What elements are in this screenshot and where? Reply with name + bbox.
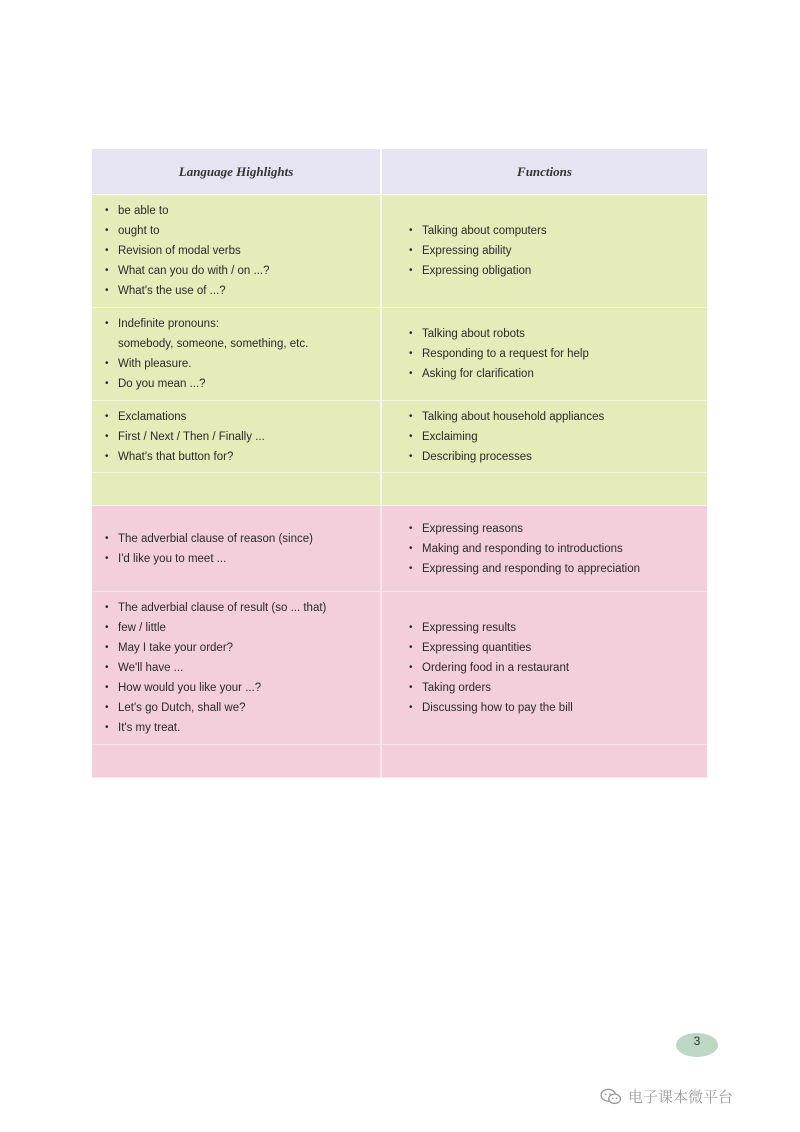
functions-cell-empty-green (382, 473, 707, 506)
list-item: • ought to (105, 225, 160, 237)
list-item: • The adverbial clause of result (so ... that) (105, 602, 327, 614)
list-item: • Exclamations (105, 410, 187, 423)
list-item: • Exclaiming (409, 430, 478, 443)
language-cell-empty-pink (92, 745, 382, 778)
language-cell-5 (92, 506, 382, 592)
list-item: • Talking about robots (409, 328, 525, 340)
list-item: • What's the use of ...? (105, 285, 226, 297)
list-item: • The adverbial clause of reason (since) (105, 532, 313, 545)
list-item: • Revision of modal verbs (105, 245, 241, 257)
syllabus-table (92, 149, 707, 778)
list-item: • How would you like your ...? (105, 682, 262, 694)
list-item: • be able to (105, 205, 169, 217)
list-item: • Expressing ability (409, 245, 512, 257)
header-language-highlights: Language Highlights (92, 149, 382, 195)
language-cell-6 (92, 592, 382, 745)
language-cell-3 (92, 401, 382, 473)
list-item: • Let's go Dutch, shall we? (105, 702, 246, 714)
list-item: • Responding to a request for help (409, 348, 589, 360)
language-cell-1 (92, 195, 382, 308)
list-item: • Expressing quantities (409, 642, 532, 654)
list-item: • Do you mean ...? (105, 378, 206, 390)
watermark-text: 电子课本微平台 (628, 1089, 734, 1106)
functions-cell-empty-pink (382, 745, 707, 778)
list-item: • Making and responding to introductions (409, 542, 623, 555)
list-item: somebody, someone, something, etc. (118, 338, 309, 350)
list-item: • Expressing reasons (409, 522, 523, 535)
list-item: • What can you do with / on ...? (105, 265, 270, 277)
page-number: 3 (676, 1033, 718, 1057)
list-item: • I'd like you to meet ... (105, 552, 227, 565)
list-item: • Taking orders (409, 682, 492, 694)
list-item: • We'll have ... (105, 662, 184, 674)
functions-cell-2 (382, 308, 707, 401)
list-item: • Ordering food in a restaurant (409, 662, 570, 674)
list-item: • Describing processes (409, 450, 532, 463)
list-item: • With pleasure. (105, 358, 192, 370)
language-cell-empty-green (92, 473, 382, 506)
list-item: • It's my treat. (105, 722, 181, 734)
list-item: • Discussing how to pay the bill (409, 702, 573, 714)
functions-cell-3 (382, 401, 707, 473)
list-item: • Expressing and responding to appreciation (409, 562, 641, 575)
list-item: • Asking for clarification (409, 368, 534, 380)
list-item: • What's that button for? (105, 450, 234, 463)
list-item: • May I take your order? (105, 642, 234, 654)
functions-cell-6 (382, 592, 707, 745)
list-item: • First / Next / Then / Finally ... (105, 430, 265, 443)
list-item: • Talking about household appliances (409, 410, 605, 423)
watermark (600, 1086, 733, 1107)
list-item: • few / little (105, 622, 166, 634)
wechat-icon (600, 1088, 622, 1106)
functions-cell-5 (382, 506, 707, 592)
list-item: • Expressing results (409, 622, 516, 634)
list-item: • Indefinite pronouns: (105, 318, 220, 330)
list-item: • Expressing obligation (409, 265, 532, 277)
functions-cell-1 (382, 195, 707, 308)
header-functions: Functions (382, 149, 707, 195)
language-cell-2 (92, 308, 382, 401)
list-item: • Talking about computers (409, 225, 547, 237)
